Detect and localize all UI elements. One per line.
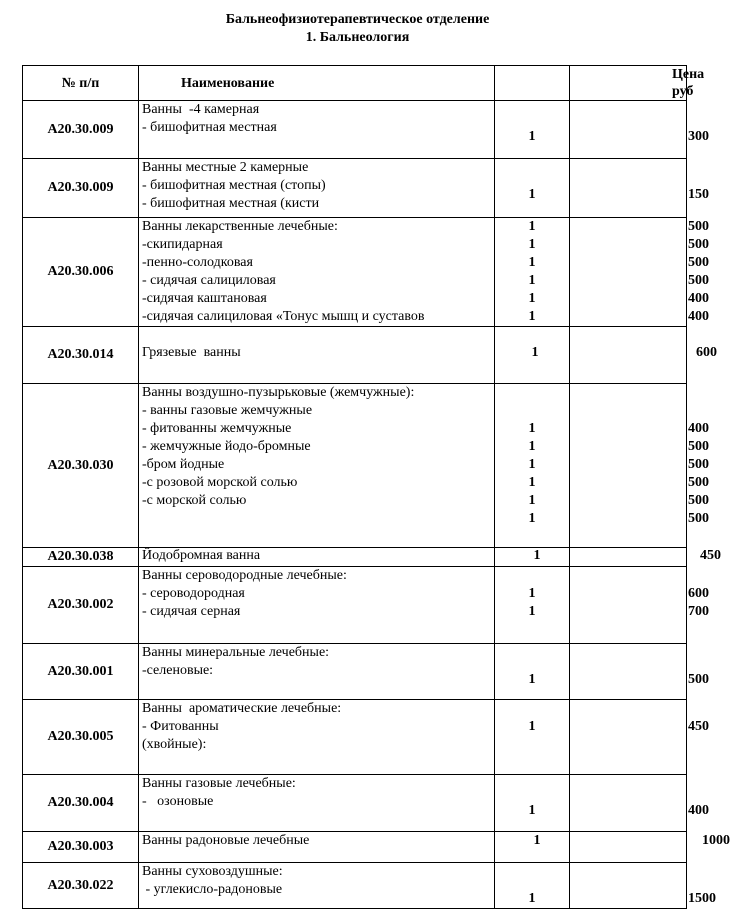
service-name-line: Йодобромная ванна <box>142 548 261 563</box>
service-name-line: -скипидарная <box>142 237 223 252</box>
table-row <box>23 218 687 327</box>
table-row <box>23 384 687 548</box>
header-price: Цена руб <box>570 66 687 101</box>
service-name-line: Ванны воздушно-пузырьковые (жемчужные): <box>142 385 415 400</box>
service-price-value <box>570 168 688 186</box>
service-qty <box>495 832 570 863</box>
service-price <box>570 218 709 327</box>
service-price-value: 500 <box>688 237 709 252</box>
service-price-value: 500 <box>688 475 709 490</box>
service-code: А20.30.003 <box>23 832 139 863</box>
service-qty <box>495 644 570 700</box>
service-qty-value: 1 <box>528 586 536 601</box>
table-row <box>23 700 687 775</box>
service-code: А20.30.038 <box>23 548 139 567</box>
service-qty-value: 1 <box>528 439 536 454</box>
service-name-line: Ванны местные 2 камерные <box>142 160 309 175</box>
service-name-line: -бром йодные <box>142 457 225 472</box>
service-price-value: 400 <box>688 803 709 818</box>
service-qty-value: 1 <box>528 273 536 288</box>
service-name <box>139 567 495 644</box>
service-qty <box>495 327 570 384</box>
service-qty-value: 1 <box>528 219 536 234</box>
service-code: А20.30.004 <box>23 775 139 832</box>
service-price-value: 500 <box>688 493 709 508</box>
service-name-line: - фитованны жемчужные <box>142 421 292 436</box>
service-name-line: Ванны -4 камерная <box>142 102 260 117</box>
service-name-line: -с розовой морской солью <box>142 475 298 490</box>
service-name-line: - ванны газовые жемчужные <box>142 403 313 418</box>
service-price-value <box>570 110 688 128</box>
service-qty-value: 1 <box>528 187 536 202</box>
service-code: А20.30.002 <box>23 567 139 644</box>
service-qty-value: 1 <box>528 891 536 906</box>
service-price-value: 600 <box>696 345 717 360</box>
service-qty-value: 1 <box>528 511 536 526</box>
service-price-value: 1000 <box>702 833 730 848</box>
service-qty-value <box>495 384 569 402</box>
document-title: Бальнеофизиотерапевтическое отделение <box>225 12 490 27</box>
table-row <box>23 863 687 909</box>
service-qty-value: 1 <box>528 237 536 252</box>
table-row <box>23 101 687 159</box>
service-name <box>139 218 495 327</box>
service-price-value <box>570 653 688 671</box>
service-name-line: - бишофитная местная <box>142 120 277 135</box>
service-name-line: - озоновые <box>142 794 214 809</box>
service-price-value: 400 <box>688 309 709 324</box>
service-qty-value: 1 <box>528 803 536 818</box>
service-price <box>570 101 709 159</box>
service-qty-value: 1 <box>528 457 536 472</box>
service-name <box>139 159 495 218</box>
service-name-line: Ванны лекарственные лечебные: <box>142 219 338 234</box>
service-qty-value: 1 <box>528 255 536 270</box>
service-price-value <box>570 700 688 718</box>
service-qty-value <box>495 872 569 890</box>
service-name <box>139 644 495 700</box>
service-name <box>139 101 495 159</box>
service-name-line: - сидячая серная <box>142 604 241 619</box>
service-price <box>570 832 730 863</box>
service-price-value <box>570 567 688 585</box>
service-code: А20.30.009 <box>23 159 139 218</box>
service-price <box>570 567 709 644</box>
service-code: А20.30.005 <box>23 700 139 775</box>
service-name <box>139 327 495 384</box>
service-qty <box>495 775 570 832</box>
service-qty-value: 1 <box>528 672 536 687</box>
service-qty-value: 1 <box>528 309 536 324</box>
service-code: А20.30.006 <box>23 218 139 327</box>
service-price-value: 450 <box>688 719 709 734</box>
service-qty-value <box>495 653 569 671</box>
table-row <box>23 644 687 700</box>
service-qty-value: 1 <box>528 719 536 734</box>
service-price <box>570 700 709 775</box>
service-price-value <box>570 402 688 420</box>
service-code: А20.30.001 <box>23 644 139 700</box>
service-qty-value <box>495 784 569 802</box>
service-name-line: -с морской солью <box>142 493 247 508</box>
service-price <box>570 863 716 909</box>
service-price-value: 1500 <box>688 891 716 906</box>
service-price-value: 500 <box>688 457 709 472</box>
table-row <box>23 832 687 863</box>
service-name <box>139 700 495 775</box>
service-qty-value: 1 <box>528 129 536 144</box>
service-qty-value: 1 <box>533 833 541 848</box>
service-name-line: - бишофитная местная (кисти <box>142 196 320 211</box>
service-qty <box>495 567 570 644</box>
service-price <box>570 159 709 218</box>
table-row <box>23 548 687 567</box>
service-code: А20.30.009 <box>23 101 139 159</box>
service-qty <box>495 548 570 567</box>
service-qty-value: 1 <box>528 604 536 619</box>
service-qty <box>495 101 570 159</box>
service-price-value: 500 <box>688 439 709 454</box>
table-row <box>23 567 687 644</box>
service-code: А20.30.030 <box>23 384 139 548</box>
service-qty <box>495 863 570 909</box>
service-name-line: - сероводородная <box>142 586 245 601</box>
service-name-line: -сидячая салициловая «Тонус мышц и суставов <box>142 309 425 324</box>
service-name-line: (хвойные): <box>142 737 207 752</box>
service-qty-value <box>495 700 569 718</box>
service-name-line: -селеновые: <box>142 663 214 678</box>
service-name <box>139 863 495 909</box>
table-row <box>23 327 687 384</box>
service-name <box>139 548 495 567</box>
service-price-value: 700 <box>688 604 709 619</box>
service-name <box>139 775 495 832</box>
header-row <box>23 66 687 101</box>
table-row <box>23 159 687 218</box>
header-qty <box>495 66 570 101</box>
service-name-line: Ванны сероводородные лечебные: <box>142 568 347 583</box>
service-price <box>570 384 709 548</box>
service-price-value <box>570 784 688 802</box>
service-name-line: - Фитованны <box>142 719 219 734</box>
price-table <box>22 65 730 909</box>
service-qty-value: 1 <box>528 475 536 490</box>
service-name-line: Ванны газовые лечебные: <box>142 776 296 791</box>
service-price <box>570 644 709 700</box>
service-qty <box>495 384 570 548</box>
service-qty-value: 1 <box>533 548 541 563</box>
service-name <box>139 832 495 863</box>
service-qty-value: 1 <box>531 345 539 360</box>
service-price-value: 500 <box>688 273 709 288</box>
service-name-line: - углекисло-радоновые <box>142 882 283 897</box>
service-qty-value: 1 <box>528 291 536 306</box>
service-price-value: 600 <box>688 586 709 601</box>
service-qty-value <box>495 168 569 186</box>
service-price-value: 400 <box>688 421 709 436</box>
service-qty-value: 1 <box>528 421 536 436</box>
table-row <box>23 775 687 832</box>
service-name-line: - жемчужные йодо-бромные <box>142 439 311 454</box>
service-code: А20.30.014 <box>23 327 139 384</box>
service-name-line: -сидячая каштановая <box>142 291 267 306</box>
service-qty-value: 1 <box>528 493 536 508</box>
service-price-value <box>570 872 688 890</box>
service-price-value: 500 <box>688 511 709 526</box>
service-price-value: 300 <box>688 129 709 144</box>
service-qty-value <box>495 110 569 128</box>
service-price-value: 450 <box>700 548 721 563</box>
service-name-line: Ванны суховоздушные: <box>142 864 283 879</box>
service-price <box>570 775 709 832</box>
header-num: № п/п <box>23 66 139 101</box>
service-name-line: Ванны ароматические лечебные: <box>142 701 342 716</box>
service-price-value: 500 <box>688 255 709 270</box>
service-name-line: -пенно-солодковая <box>142 255 253 270</box>
service-qty <box>495 159 570 218</box>
service-qty <box>495 218 570 327</box>
service-qty-value <box>495 567 569 585</box>
service-price <box>570 548 721 567</box>
service-price-value: 400 <box>688 291 709 306</box>
service-name-line: Ванны минеральные лечебные: <box>142 645 330 660</box>
service-name-line: Ванны радоновые лечебные <box>142 833 310 848</box>
service-qty-value <box>495 402 569 420</box>
section-title: 1. Бальнеология <box>305 30 410 45</box>
service-price-value <box>570 384 688 402</box>
service-name-line: Грязевые ванны <box>142 345 241 360</box>
header-name: Наименование <box>139 66 495 101</box>
service-price-value: 500 <box>688 672 709 687</box>
service-price <box>570 327 717 384</box>
service-price-value: 500 <box>688 219 709 234</box>
service-qty <box>495 700 570 775</box>
service-name-line: - сидячая салициловая <box>142 273 276 288</box>
service-code: А20.30.022 <box>23 863 139 909</box>
service-name <box>139 384 495 548</box>
service-price-value: 150 <box>688 187 709 202</box>
service-name-line: - бишофитная местная (стопы) <box>142 178 326 193</box>
